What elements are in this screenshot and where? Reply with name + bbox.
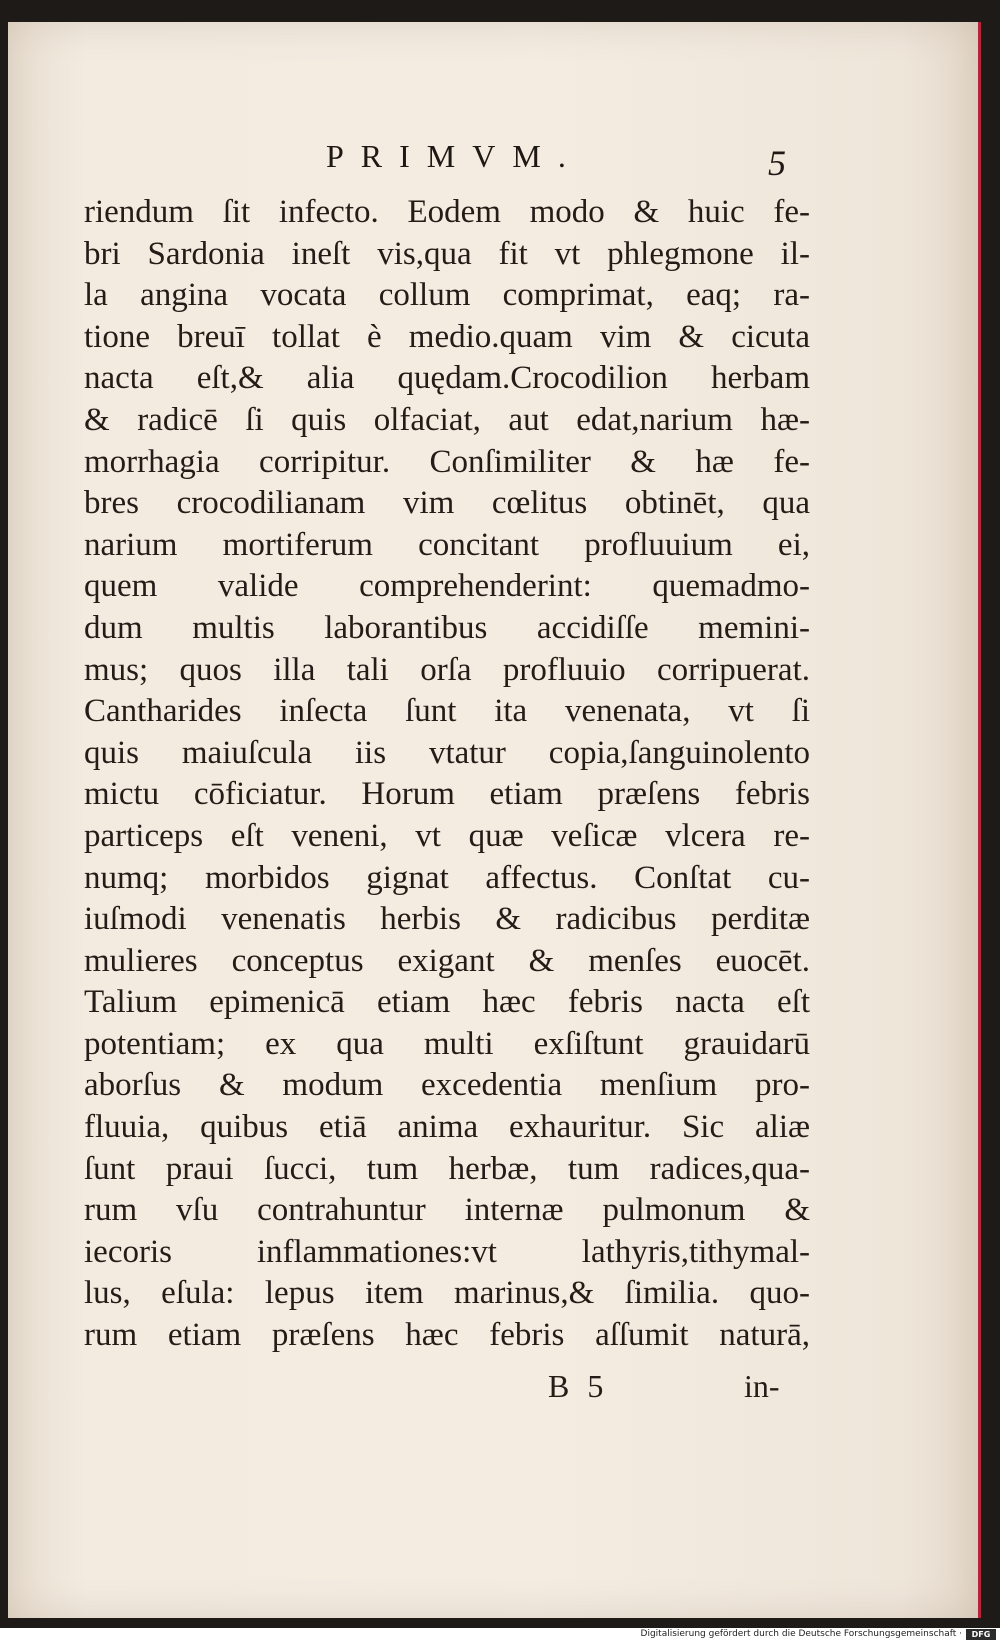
signature-mark: B 5: [548, 1368, 604, 1404]
text-line: potentiam; ex qua multi exſiſtunt grauidarū: [84, 1025, 810, 1062]
text-line: lus, eſula: lepus item marinus,& ſimilia. quo-: [84, 1275, 810, 1312]
dfg-logo: DFG: [966, 1629, 996, 1640]
text-line: mus; quos illa tali orſa profluuio corripuerat.: [84, 651, 810, 688]
text-line: ſunt praui ſucci, tum herbæ, tum radices,qua-: [84, 1150, 810, 1187]
running-head-title: PRIMVM.: [326, 138, 583, 174]
text-line: quis maiuſcula iis vtatur copia,ſanguinolento: [84, 734, 810, 771]
text-line: la angina vocata collum comprimat, eaq; ra-: [84, 277, 810, 314]
text-line: Cantharides inſecta ſunt ita venenata, vt ſi: [84, 693, 810, 730]
page-footer: [8, 1368, 978, 1418]
text-line: rum etiam præſens hæc febris aſſumit naturā,: [84, 1317, 810, 1354]
text-line: tione breuī tollat è medio.quam vim & cicuta: [84, 318, 810, 355]
page-number: 5: [768, 143, 786, 183]
credit-bar: [0, 1628, 1000, 1641]
text-line: nacta eſt,& alia quędam.Crocodilion herbam: [84, 360, 810, 397]
running-head: [8, 138, 978, 188]
text-line: numq; morbidos gignat affectus. Conſtat cu-: [84, 859, 810, 896]
text-line: & radicē ſi quis olfaciat, aut edat,narium hæ-: [84, 401, 810, 438]
book-page: [8, 22, 981, 1618]
text-line: iuſmodi venenatis herbis & radicibus perditæ: [84, 901, 810, 938]
text-line: narium mortiferum concitant profluuium ei,: [84, 526, 810, 563]
text-line: Talium epimenicā etiam hæc febris nacta eſt: [84, 984, 810, 1021]
catchword: in-: [744, 1368, 780, 1404]
text-line: riendum ſit infecto. Eodem modo & huic fe-: [84, 194, 810, 230]
text-line: quem valide comprehenderint: quemadmo-: [84, 568, 810, 605]
text-line: fluuia, quibus etiā anima exhauritur. Sic aliæ: [84, 1109, 810, 1146]
text-line: mictu cōficiatur. Horum etiam præſens febris: [84, 776, 810, 813]
text-line: iecoris inflammationes:vt lathyris,tithymal-: [84, 1233, 810, 1270]
text-line: bres crocodilianam vim cœlitus obtinēt, qua: [84, 485, 810, 522]
body-text: [84, 192, 810, 1357]
text-line: bri Sardonia ineſt vis,qua fit vt phlegmone il-: [84, 235, 810, 272]
text-line: aborſus & modum excedentia menſium pro-: [84, 1067, 810, 1104]
text-line: dum multis laborantibus accidiſſe memini-: [84, 609, 810, 646]
text-line: rum vſu contrahuntur internæ pulmonum &: [84, 1192, 810, 1229]
text-line: mulieres conceptus exigant & menſes euocēt.: [84, 942, 810, 979]
funding-credit: Digitalisierung gefördert durch die Deutsche Forschungsgemeinschaft ·: [640, 1629, 962, 1639]
text-line: morrhagia corripitur. Conſimiliter & hæ fe-: [84, 443, 810, 480]
text-line: particeps eſt veneni, vt quæ veſicæ vlcera re-: [84, 817, 810, 854]
